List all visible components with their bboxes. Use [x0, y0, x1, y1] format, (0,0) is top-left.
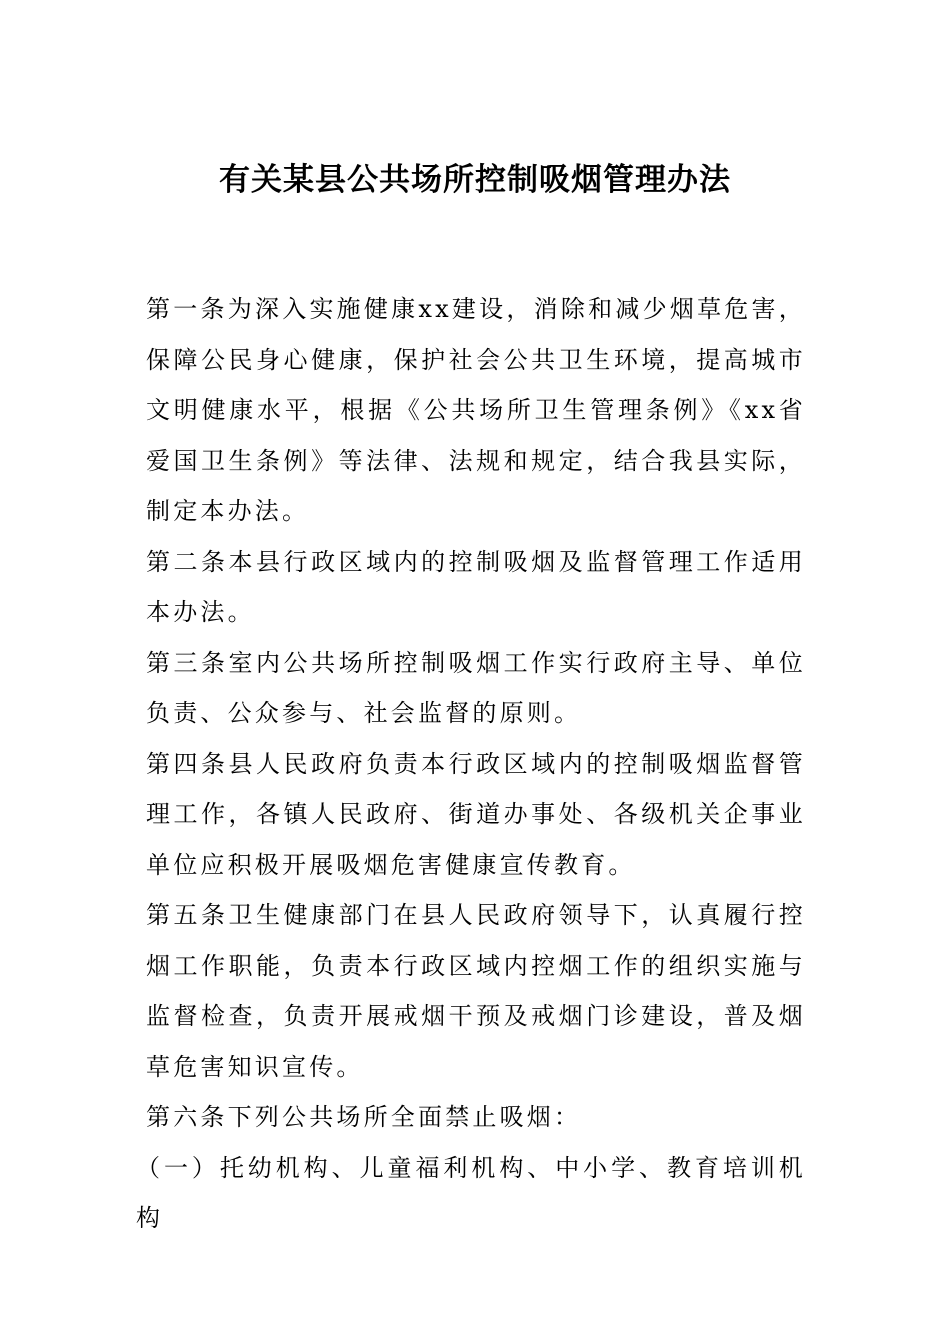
article-6-item-1: （一）托幼机构、儿童福利机构、中小学、教育培训机构: [136, 1153, 806, 1232]
article-2: 第二条本县行政区域内的控制吸烟及监督管理工作适用本办法。: [146, 547, 806, 626]
document-body: [136, 284, 806, 1244]
article-3: 第三条室内公共场所控制吸烟工作实行政府主导、单位负责、公众参与、社会监督的原则。: [146, 648, 806, 727]
article-1: 第一条为深入实施健康xx建设，消除和减少烟草危害，保障公民身心健康，保护社会公共卫生环境，提高城市文明健康水平，根据《公共场所卫生管理条例》《xx省爱国卫生条例》等法律、法规和规定，结合我县实际，制定本办法。: [146, 295, 806, 525]
article-6: 第六条下列公共场所全面禁止吸烟：: [146, 1103, 582, 1131]
article-4: 第四条县人民政府负责本行政区域内的控制吸烟监督管理工作，各镇人民政府、街道办事处、各级机关企事业单位应积极开展吸烟危害健康宣传教育。: [146, 749, 806, 879]
document-title: 有关某县公共场所控制吸烟管理办法: [219, 162, 731, 198]
article-5: 第五条卫生健康部门在县人民政府领导下，认真履行控烟工作职能，负责本行政区域内控烟工作的组织实施与监督检查，负责开展戒烟干预及戒烟门诊建设，普及烟草危害知识宣传。: [146, 901, 806, 1081]
